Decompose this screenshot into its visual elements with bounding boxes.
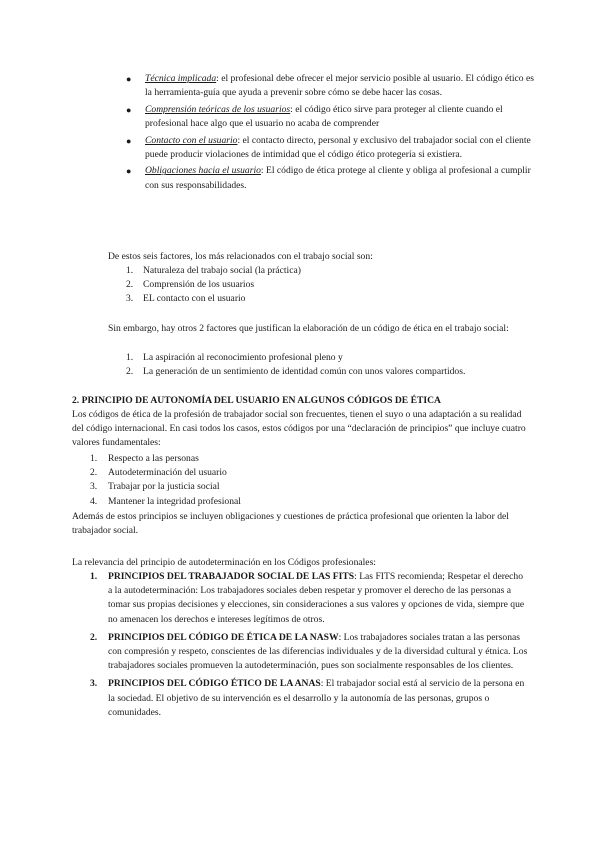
bullet-item: [126, 72, 534, 100]
bullet-text: : el profesional debe ofrecer el mejor servicio posible al usuario. El código ético es la herramienta-guía que ayuda a prevenir sobre cómo se debe hacer las cosas.: [145, 73, 534, 99]
bullet-item: [126, 134, 534, 162]
list-item: 3. Trabajar por la justicia social: [90, 481, 220, 493]
bullet-term: Obligaciones hacia el usuario: [145, 165, 261, 177]
list-item: 2. Comprensión de los usuarios: [126, 279, 255, 291]
list-item: 3. PRINCIPIOS DEL CÓDIGO ÉTICO DE LA ANAS: El trabajador social está al servicio de la persona en la sociedad. El objetivo de su intervención es el desarrollo y la autonomía de las personas, grupos o comunidades.: [90, 678, 525, 718]
bullet-item: [126, 164, 534, 192]
list-item: 1. PRINCIPIOS DEL TRABAJADOR SOCIAL DE LAS FITS: Las FITS recomienda; Respetar el derecho a la autodeterminación: Los trabajadores sociales deben respetar y promover el derecho de las personas a tomar sus propias decisiones y elecciones, sin consideraciones a sus valores y opciones de vida, siempre que no amenacen los derechos e intereses legítimos de otros.: [90, 571, 525, 625]
list-item: 1. Respecto a las personas: [90, 453, 199, 464]
list-item: 4. Mantener la integridad profesional: [90, 495, 241, 507]
factors-intro: De estos seis factores, los más relacionados con el trabajo social son:: [108, 251, 373, 262]
bullet-icon: ●: [126, 166, 132, 177]
list-item: 3. EL contacto con el usuario: [126, 293, 246, 305]
bullet-icon: ●: [126, 104, 132, 115]
codes-list: [90, 570, 528, 720]
relevance-intro: La relevancia del principio de autodeterminación en los Códigos profesionales:: [72, 557, 376, 568]
bullet-icon: ●: [126, 135, 132, 146]
section-intro: Los códigos de ética de la profesión de trabajador social son frecuentes, tienen el suyo o una adaptación a su realidad del código internacional. En casi todos los casos, estos códigos por una “declaración de principios” que incluye cuatro valores fundamentales:: [72, 409, 526, 449]
bullet-text: : el código ético sirve para proteger al cliente cuando el profesional hace algo que el usuario no acaba de comprender: [145, 103, 503, 129]
code-title: PRINCIPIOS DEL CÓDIGO ÉTICO DE LA ANAS: [108, 678, 321, 690]
other-factors-intro: Sin embargo, hay otros 2 factores que justifican la elaboración de un código de ética en el trabajo social:: [108, 323, 509, 334]
list-item: 2. Autodeterminación del usuario: [90, 467, 227, 479]
factors-bullet-list: [126, 72, 534, 195]
list-item: 1. Naturaleza del trabajo social (la práctica): [126, 265, 301, 276]
section-heading: 2. PRINCIPIO DE AUTONOMÍA DEL USUARIO EN ALGUNOS CÓDIGOS DE ÉTICA: [72, 395, 441, 406]
values-after: Además de estos principios se incluyen obligaciones y cuestiones de práctica profesional que orienten la labor del trabajador social.: [72, 511, 509, 537]
list-item: 2. PRINCIPIOS DEL CÓDIGO DE ÉTICA DE LA NASW: Los trabajadores sociales tratan a las personas con compresión y respeto, conscientes de las diferencias individuales y de la diversidad cultural y étnica. Los trabajadores sociales promueven la autodeterminación, pues son socialmente responsables de los clientes.: [90, 631, 528, 672]
factors-list: [126, 264, 526, 307]
code-title: PRINCIPIOS DEL CÓDIGO DE ÉTICA DE LA NASW: [108, 631, 339, 643]
bullet-icon: ●: [126, 74, 132, 84]
list-item: 2. La generación de un sentimiento de identidad común con unos valores compartidos.: [126, 366, 466, 378]
other-factors-list: [126, 351, 536, 379]
bullet-text: : El código de ética protege al cliente y obliga al profesional a cumplir con sus responsabilidades.: [145, 165, 531, 191]
code-title: PRINCIPIOS DEL TRABAJADOR SOCIAL DE LAS FITS: [108, 571, 355, 582]
bullet-term: Contacto con el usuario: [145, 134, 238, 146]
bullet-text: : el contacto directo, personal y exclusivo del trabajador social con el cliente puede producir violaciones de intimidad que el código ético protegería si existiera.: [145, 134, 531, 160]
bullet-term: Técnica implicada: [145, 73, 217, 84]
bullet-term: Comprensión teóricas de los usuarios: [145, 103, 291, 115]
list-item: 1. La aspiración al reconocimiento profesional pleno y: [126, 352, 343, 363]
bullet-item: [126, 103, 534, 131]
values-list: [90, 452, 510, 509]
